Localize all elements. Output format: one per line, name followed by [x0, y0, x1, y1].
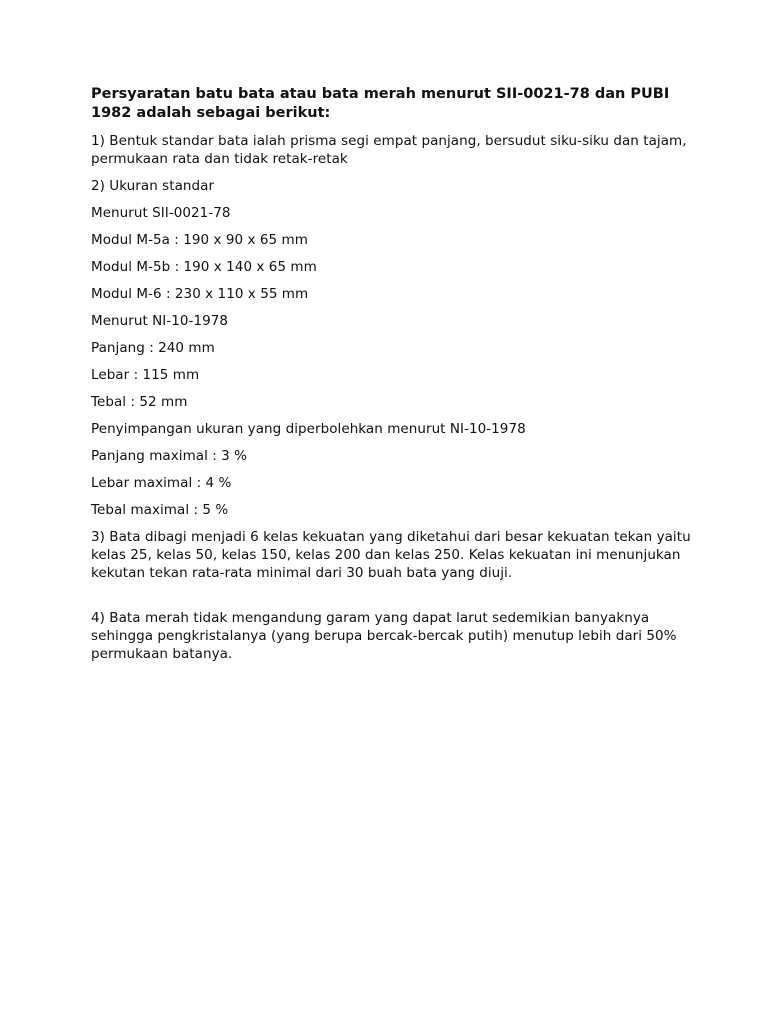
paragraph-width: Lebar : 115 mm	[91, 367, 200, 383]
paragraph-salt-content: 4) Bata merah tidak mengandung garam yang dapat larut sedemikian banyaknya sehingga pengkristalanya (yang berupa bercak-bercak putih) menutup lebih dari 50% permukaan batanya.	[91, 610, 677, 662]
paragraph-thickness: Tebal : 52 mm	[91, 394, 188, 410]
paragraph-max-width: Lebar maximal : 4 %	[91, 475, 232, 491]
paragraph-module-m5a: Modul M-5a : 190 x 90 x 65 mm	[91, 232, 308, 248]
document-heading: Persyaratan batu bata atau bata merah menurut SII-0021-78 dan PUBI 1982 adalah sebagai berikut:	[91, 86, 670, 121]
paragraph-strength-classes: 3) Bata dibagi menjadi 6 kelas kekuatan yang diketahui dari besar kekuatan tekan yaitu kelas 25, kelas 50, kelas 150, kelas 200 dan kelas 250. Kelas kekuatan ini menunjukan kekutan tekan rata-rata minimal dari 30 buah bata yang diuji.	[91, 529, 691, 581]
paragraph-tolerance-title: Penyimpangan ukuran yang diperbolehkan menurut NI-10-1978	[91, 421, 526, 437]
paragraph-spacer	[91, 591, 691, 609]
paragraph-length: Panjang : 240 mm	[91, 340, 215, 356]
paragraph-shape-requirement: 1) Bentuk standar bata ialah prisma segi empat panjang, bersudut siku-siku dan tajam, permukaan rata dan tidak retak-retak	[91, 133, 687, 167]
paragraph-ni-reference: Menurut NI-10-1978	[91, 313, 229, 329]
paragraph-module-m5b: Modul M-5b : 190 x 140 x 65 mm	[91, 259, 317, 275]
paragraph-standard-size-title: 2) Ukuran standar	[91, 178, 215, 194]
document-page	[91, 85, 691, 672]
paragraph-max-thickness: Tebal maximal : 5 %	[91, 502, 229, 518]
paragraph-sii-reference: Menurut SII-0021-78	[91, 205, 231, 221]
paragraph-module-m6: Modul M-6 : 230 x 110 x 55 mm	[91, 286, 309, 302]
paragraph-max-length: Panjang maximal : 3 %	[91, 448, 248, 464]
